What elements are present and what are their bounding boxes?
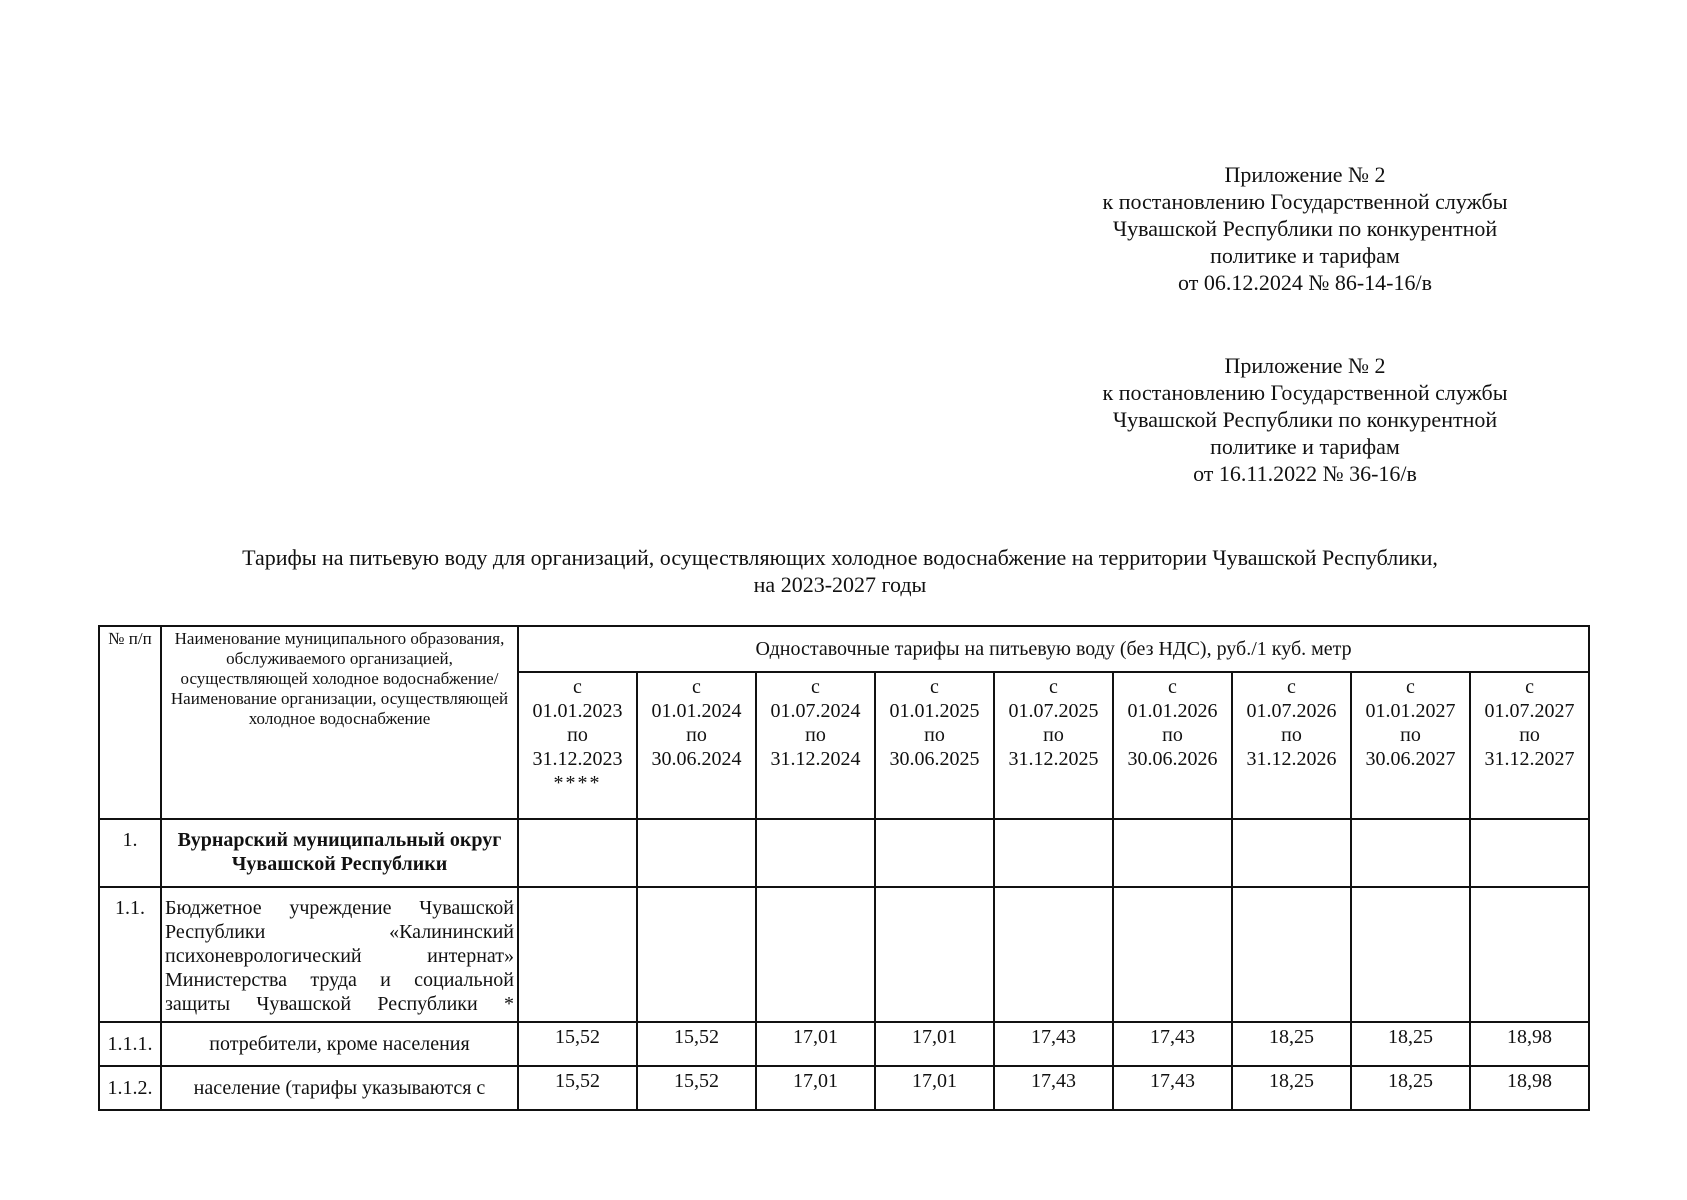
tariff-value: 18,25 <box>1232 1022 1351 1066</box>
appendix-line: от 06.12.2024 № 86-14-16/в <box>1178 270 1432 295</box>
period-to-word: по <box>567 724 588 746</box>
tariff-value: 18,25 <box>1351 1066 1470 1110</box>
period-to-date: 31.12.2025 <box>1008 748 1099 770</box>
row-name: Бюджетное учреждение Чувашской Республики «Калининский психоневрологический интернат» Министерства труда и социальной защиты Чувашской Республики * <box>161 887 518 1022</box>
row-number: 1. <box>99 819 161 887</box>
header-period <box>637 672 756 819</box>
tariff-value: 17,43 <box>1113 1066 1232 1110</box>
tariff-value: 17,01 <box>875 1066 994 1110</box>
header-period <box>1470 672 1589 819</box>
table-body <box>99 819 1589 1110</box>
table-row <box>99 819 1589 887</box>
header-tariff-group: Одноставочные тарифы на питьевую воду (без НДС), руб./1 куб. метр <box>518 626 1589 672</box>
period-from-date: 01.01.2026 <box>1127 700 1218 722</box>
tariff-value: 17,01 <box>875 1022 994 1066</box>
appendix-line: к постановлению Государственной службы <box>1102 189 1508 214</box>
period-from-word: с <box>930 676 939 698</box>
period-to-word: по <box>805 724 826 746</box>
header-period <box>1232 672 1351 819</box>
document-title <box>90 544 1590 598</box>
header-number: № п/п <box>99 626 161 819</box>
period-from-date: 01.07.2024 <box>770 700 861 722</box>
row-number: 1.1. <box>99 887 161 1022</box>
row-number: 1.1.1. <box>99 1022 161 1066</box>
period-from-word: с <box>1168 676 1177 698</box>
header-period <box>518 672 637 819</box>
tariff-value: 18,25 <box>1351 1022 1470 1066</box>
row-name: Вурнарский муниципальный округ Чувашской Республики <box>161 819 518 887</box>
period-from-date: 01.01.2027 <box>1365 700 1456 722</box>
period-from-word: с <box>1287 676 1296 698</box>
tariff-value: 18,98 <box>1470 1066 1589 1110</box>
tariff-value: 18,25 <box>1232 1066 1351 1110</box>
row-name: население (тарифы указываются с <box>161 1066 518 1110</box>
period-to-date: 30.06.2024 <box>651 748 742 770</box>
period-from-word: с <box>1406 676 1415 698</box>
tariff-value: 15,52 <box>637 1022 756 1066</box>
tariff-value <box>1470 819 1589 887</box>
header-period <box>875 672 994 819</box>
period-to-date: 30.06.2025 <box>889 748 980 770</box>
period-to-word: по <box>1043 724 1064 746</box>
tariff-value <box>637 819 756 887</box>
appendix-header-current <box>1095 161 1515 296</box>
period-from-word: с <box>1049 676 1058 698</box>
tariff-value: 17,43 <box>994 1066 1113 1110</box>
header-period <box>1113 672 1232 819</box>
period-to-word: по <box>1281 724 1302 746</box>
header-period <box>1351 672 1470 819</box>
tariff-value <box>1351 819 1470 887</box>
tariff-value: 15,52 <box>518 1066 637 1110</box>
appendix-line: политике и тарифам <box>1210 243 1400 268</box>
period-from-date: 01.01.2023 <box>532 700 623 722</box>
period-to-date: 31.12.2027 <box>1484 748 1575 770</box>
period-to-word: по <box>924 724 945 746</box>
title-line-1: Тарифы на питьевую воду для организаций, осуществляющих холодное водоснабжение на территории Чувашской Республики, <box>242 545 1438 570</box>
table-row <box>99 887 1589 1022</box>
period-to-word: по <box>1162 724 1183 746</box>
period-from-date: 01.01.2025 <box>889 700 980 722</box>
tariff-value <box>1470 887 1589 1022</box>
tariff-value <box>875 887 994 1022</box>
tariff-value <box>637 887 756 1022</box>
period-note: **** <box>553 772 602 794</box>
tariff-value: 17,43 <box>994 1022 1113 1066</box>
period-to-date: 30.06.2027 <box>1365 748 1456 770</box>
tariff-table <box>98 625 1590 1111</box>
tariff-value <box>1351 887 1470 1022</box>
tariff-value: 15,52 <box>518 1022 637 1066</box>
period-from-date: 01.07.2025 <box>1008 700 1099 722</box>
period-to-word: по <box>1519 724 1540 746</box>
appendix-line: Приложение № 2 <box>1224 162 1386 187</box>
tariff-value <box>756 819 875 887</box>
tariff-value <box>1232 887 1351 1022</box>
tariff-value <box>875 819 994 887</box>
tariff-value <box>1113 819 1232 887</box>
tariff-value <box>994 819 1113 887</box>
tariff-value <box>994 887 1113 1022</box>
period-from-word: с <box>811 676 820 698</box>
row-name: потребители, кроме населения <box>161 1022 518 1066</box>
tariff-value: 17,43 <box>1113 1022 1232 1066</box>
tariff-value <box>1113 887 1232 1022</box>
period-to-date: 30.06.2026 <box>1127 748 1218 770</box>
period-to-word: по <box>1400 724 1421 746</box>
tariff-value: 17,01 <box>756 1066 875 1110</box>
header-period <box>994 672 1113 819</box>
period-from-date: 01.07.2026 <box>1246 700 1337 722</box>
tariff-value <box>518 819 637 887</box>
appendix-line: политике и тарифам <box>1210 434 1400 459</box>
period-from-word: с <box>692 676 701 698</box>
appendix-line: Чувашской Республики по конкурентной <box>1112 216 1498 241</box>
table-row <box>99 1066 1589 1110</box>
period-to-date: 31.12.2023 <box>532 748 623 770</box>
period-from-word: с <box>573 676 582 698</box>
tariff-value <box>756 887 875 1022</box>
tariff-value: 15,52 <box>637 1066 756 1110</box>
header-period <box>756 672 875 819</box>
period-from-word: с <box>1525 676 1534 698</box>
appendix-line: Приложение № 2 <box>1224 353 1386 378</box>
appendix-line: от 16.11.2022 № 36-16/в <box>1193 461 1417 486</box>
tariff-value: 17,01 <box>756 1022 875 1066</box>
title-line-2: на 2023-2027 годы <box>753 572 927 597</box>
tariff-value <box>518 887 637 1022</box>
tariff-value: 18,98 <box>1470 1022 1589 1066</box>
appendix-line: к постановлению Государственной службы <box>1102 380 1508 405</box>
period-to-date: 31.12.2024 <box>770 748 861 770</box>
header-name: Наименование муниципального образования, обслуживаемого организацией, осуществляющей холодное водоснабжение/Наименование организации, осуществляющей холодное водоснабжение <box>161 626 518 819</box>
table-row <box>99 1022 1589 1066</box>
period-to-date: 31.12.2026 <box>1246 748 1337 770</box>
period-from-date: 01.07.2027 <box>1484 700 1575 722</box>
appendix-header-previous <box>1095 352 1515 487</box>
tariff-value <box>1232 819 1351 887</box>
period-to-word: по <box>686 724 707 746</box>
period-from-date: 01.01.2024 <box>651 700 742 722</box>
appendix-line: Чувашской Республики по конкурентной <box>1112 407 1498 432</box>
row-number: 1.1.2. <box>99 1066 161 1110</box>
